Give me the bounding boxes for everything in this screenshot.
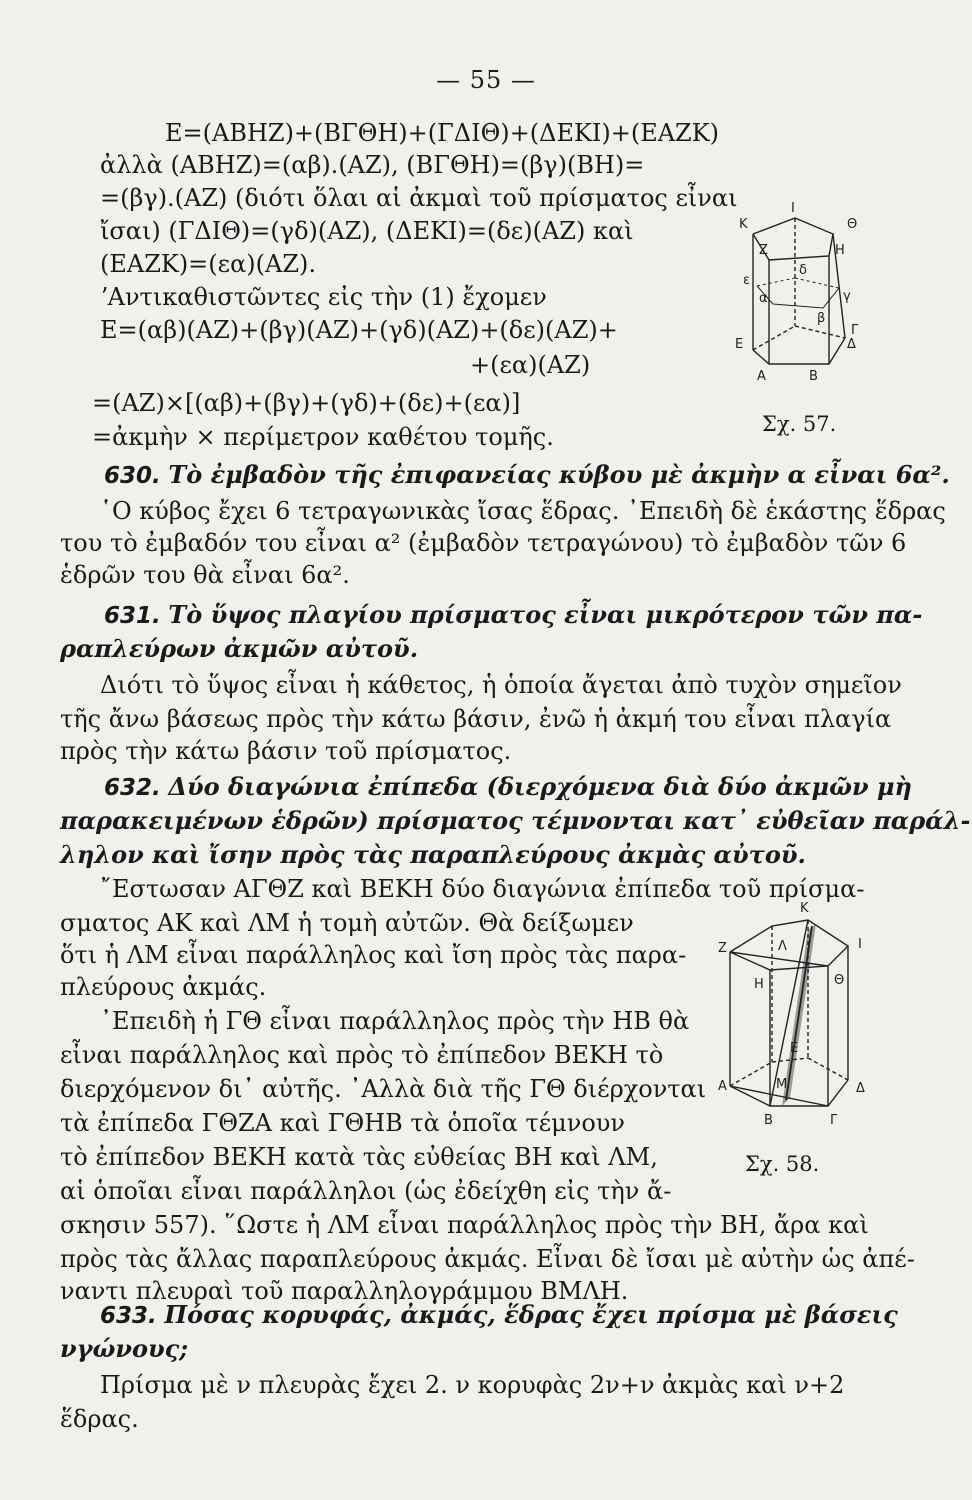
text-line: ῎Εστωσαν ΑΓΘΖ καὶ ΒΕΚΗ δύο διαγώνια ἐπίπεδα τοῦ πρίσμα- — [100, 875, 865, 903]
figure-label: Η — [835, 243, 845, 258]
text-line: σματος ΑΚ καὶ ΛΜ ἡ τομὴ αὐτῶν. Θὰ δείξωμεν — [60, 909, 634, 937]
text-line: σκησιν 557). ῞Ωστε ἡ ΛΜ εἶναι παράλληλος πρὸς τὴν ΒΗ, ἄρα καὶ — [60, 1211, 869, 1239]
figure-label: β — [817, 311, 826, 326]
text-line: ῾Ο κύβος ἔχει 6 τετραγωνικὰς ἴσας ἕδρας. ᾿Επειδὴ δὲ ἑκάστης ἕδρας — [100, 497, 946, 525]
formula-line: =ἀκμὴν × περίμετρον καθέτου τομῆς. — [92, 423, 554, 451]
figure-58-caption: Σχ. 58. — [745, 1152, 820, 1176]
figure-label: Ζ — [718, 941, 727, 956]
text-line: ʼΑντικαθιστῶντες εἰς τὴν (1) ἔχομεν — [100, 283, 547, 311]
text-line: πλεύρους ἀκμάς. — [60, 973, 267, 1001]
section-632-heading — [104, 772, 912, 803]
text-line: πρὸς τὴν κάτω βάσιν τοῦ πρίσματος. — [60, 737, 512, 765]
section-number: 632. — [104, 775, 161, 801]
text-line: ἴσαι) (ΓΔΙΘ)=(γδ)(ΑΖ), (ΔΕΚΙ)=(δε)(ΑΖ) καὶ — [100, 217, 634, 245]
text-line: Πρίσμα μὲ ν πλευρὰς ἔχει 2. ν κορυφὰς 2ν+ν ἀκμὰς καὶ ν+2 — [100, 1371, 845, 1399]
figure-label: Κ — [800, 901, 809, 916]
figure-label: Γ — [830, 1113, 838, 1128]
text-line: E=(ΑΒΗΖ)+(ΒΓΘΗ)+(ΓΔΙΘ)+(ΔΕΚΙ)+(ΕΑΖΚ) — [165, 119, 720, 147]
text-line: ἕδρας. — [60, 1405, 139, 1433]
text-line: πρὸς τὰς ἄλλας παραπλεύρους ἀκμάς. Εἶναι δὲ ἴσαι μὲ αὐτὴν ὡς ἀπέ- — [60, 1245, 915, 1273]
section-title-cont: νγώνους; — [60, 1334, 189, 1363]
figure-label: Α — [718, 1079, 727, 1094]
text-line: Διότι τὸ ὕψος εἶναι ἡ κάθετος, ἡ ὁποία ἄγεται ἀπὸ τυχὸν σημεῖον — [100, 671, 902, 699]
figure-57-caption: Σχ. 57. — [762, 412, 837, 436]
figure-57-prism-diagram — [735, 198, 865, 386]
section-title-cont: ραπλεύρων ἀκμῶν αὐτοῦ. — [60, 634, 419, 663]
text-line: τὸ ἐπίπεδον ΒΕΚΗ κατὰ τὰς εὐθείας ΒΗ καὶ ΛΜ, — [60, 1143, 658, 1171]
text-line: τὰ ἐπίπεδα ΓΘΖΑ καὶ ΓΘΗΒ τὰ ὁποῖα τέμνουν — [60, 1109, 625, 1137]
section-633-heading — [100, 1300, 898, 1331]
figure-label: Β — [809, 369, 818, 384]
figure-label: Α — [757, 369, 766, 384]
text-line: τῆς ἄνω βάσεως πρὸς τὴν κάτω βάσιν, ἐνῶ ἡ ἀκμή του εἶναι πλαγία — [60, 705, 892, 733]
figure-label: Β — [764, 1113, 773, 1128]
figure-label: Μ — [776, 1077, 788, 1092]
figure-label: Δ — [856, 1081, 865, 1096]
figure-58-prism-diagram — [718, 900, 878, 1136]
figure-label: Ε — [790, 1041, 799, 1056]
figure-label: Ι — [858, 937, 862, 952]
section-number: 633. — [100, 1303, 157, 1329]
section-title-cont: ληλον καὶ ἴσην πρὸς τὰς παραπλεύρους ἀκμὰς αὐτοῦ. — [60, 840, 806, 869]
section-title: Τὸ ἐμβαδὸν τῆς ἐπιφανείας κύβου μὲ ἀκμὴν α εἶναι 6α². — [168, 460, 950, 489]
text-line: (ΕΑΖΚ)=(εα)(ΑΖ). — [100, 250, 317, 278]
formula-line: =(ΑΖ)×[(αβ)+(βγ)+(γδ)+(δε)+(εα)] — [92, 389, 521, 417]
section-title: Δύο διαγώνια ἐπίπεδα (διερχόμενα διὰ δύο ἀκμῶν μὴ — [168, 772, 912, 801]
section-number: 631. — [104, 603, 161, 629]
figure-label: Η — [754, 977, 764, 992]
section-title: Τὸ ὕψος πλαγίου πρίσματος εἶναι μικρότερον τῶν πα- — [168, 600, 923, 629]
text-line: ὅτι ἡ ΛΜ εἶναι παράλληλος καὶ ἴση πρὸς τὰς παρα- — [60, 941, 687, 969]
section-630-heading — [104, 460, 950, 491]
page-number: — 55 — — [436, 66, 536, 94]
figure-label: Δ — [847, 337, 856, 352]
text-line: διερχόμενον δι᾿ αὐτῆς. ᾿Αλλὰ διὰ τῆς ΓΘ διέρχονται — [60, 1075, 707, 1103]
section-title-cont: παρακειμένων ἑδρῶν) πρίσματος τέμνονται κατ᾿ εὐθεῖαν παράλ- — [60, 806, 971, 835]
figure-label: ε — [743, 273, 751, 288]
text-line: ᾿Επειδὴ ἡ ΓΘ εἶναι παράλληλος πρὸς τὴν ΗΒ θὰ — [100, 1007, 690, 1035]
figure-label: Γ — [851, 323, 859, 338]
formula-line: E=(αβ)(ΑΖ)+(βγ)(ΑΖ)+(γδ)(ΑΖ)+(δε)(ΑΖ)+ — [100, 316, 618, 344]
figure-label: Θ — [834, 973, 845, 988]
formula-line: +(εα)(ΑΖ) — [470, 351, 591, 379]
text-line: =(βγ).(ΑΖ) (διότι ὅλαι αἱ ἀκμαὶ τοῦ πρίσματος εἶναι — [100, 184, 738, 212]
text-line: ἀλλὰ (ΑΒΗΖ)=(αβ).(ΑΖ), (ΒΓΘΗ)=(βγ)(ΒΗ)= — [100, 151, 645, 179]
text-line: του τὸ ἐμβαδόν του εἶναι α² (ἐμβαδὸν τετραγώνου) τὸ ἐμβαδὸν τῶν 6 — [60, 529, 907, 557]
text-line: ἑδρῶν του θὰ εἶναι 6α². — [60, 561, 350, 589]
section-number: 630. — [104, 463, 161, 489]
figure-label: Ι — [791, 201, 795, 216]
figure-label: Θ — [847, 217, 858, 232]
figure-label: Κ — [739, 217, 748, 232]
figure-label: Ζ — [759, 243, 768, 258]
figure-label: α — [759, 291, 768, 306]
section-631-heading — [104, 600, 922, 631]
text-line: ναντι πλευραὶ τοῦ παραλληλογράμμου ΒΜΛΗ. — [60, 1277, 629, 1305]
figure-label: γ — [843, 289, 851, 304]
figure-label: δ — [799, 263, 807, 278]
text-line: αἱ ὁποῖαι εἶναι παράλληλοι (ὡς ἐδείχθη εἰς τὴν ἄ- — [60, 1177, 672, 1205]
figure-label: Ε — [735, 337, 744, 352]
text-line: εἶναι παράλληλος καὶ πρὸς τὸ ἐπίπεδον ΒΕΚΗ τὸ — [60, 1041, 664, 1069]
section-title: Πόσας κορυφάς, ἀκμάς, ἕδρας ἔχει πρίσμα μὲ βάσεις — [164, 1300, 898, 1329]
figure-label: Λ — [778, 939, 787, 954]
